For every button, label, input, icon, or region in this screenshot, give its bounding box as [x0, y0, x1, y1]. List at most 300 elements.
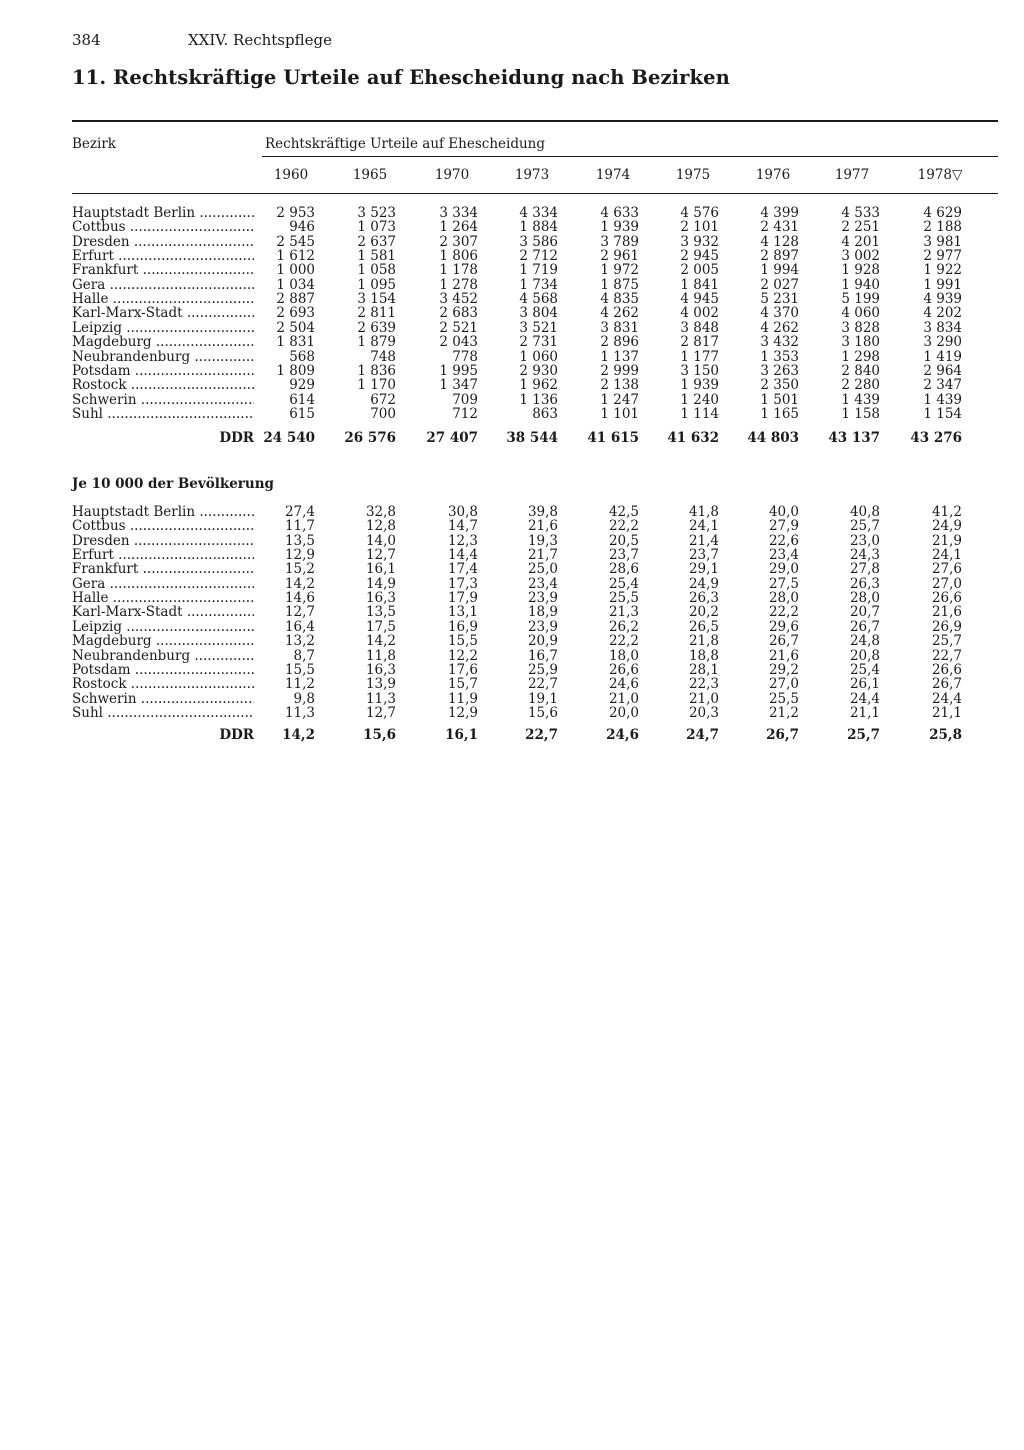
- table-cell: 1 581: [357, 248, 396, 265]
- table-cell: 3 789: [600, 233, 639, 250]
- table-cell: 40,0: [768, 504, 799, 520]
- table-cell: 39,8: [527, 504, 558, 520]
- table-cell: 15,2: [284, 561, 315, 578]
- table-cell: 1 101: [600, 405, 639, 422]
- table-cell: 4 262: [600, 305, 639, 322]
- table-cell: 21,9: [931, 532, 962, 549]
- table-cell: 16,3: [365, 590, 396, 607]
- table-cell: 13,2: [284, 633, 315, 650]
- table-cell: 25,4: [849, 661, 880, 678]
- table-row: [0, 263, 1024, 277]
- table-cell: 28,6: [608, 561, 639, 578]
- year-column-header: 1970: [434, 167, 470, 183]
- table-cell: 27,6: [931, 561, 962, 578]
- row-label: Hauptstadt Berlin .....: [72, 505, 254, 519]
- per-population-heading: Je 10 000 der Bevölkerung: [72, 476, 274, 492]
- table-cell: 1 879: [357, 334, 396, 351]
- table-cell: 24,4: [849, 690, 880, 707]
- table-row: [0, 577, 1024, 591]
- table-cell: 1 095: [357, 276, 396, 293]
- table-cell: 23,0: [849, 532, 880, 549]
- table-row: [0, 706, 1024, 720]
- year-column-header: 1975: [675, 167, 711, 183]
- table-cell: 26,6: [608, 661, 639, 678]
- table-cell: 2 964: [923, 362, 962, 379]
- row-label: Frankfurt .....: [72, 263, 254, 277]
- table-cell: 24,9: [931, 518, 962, 535]
- table-cell: 4 835: [600, 291, 639, 308]
- table-cell: 21,0: [608, 690, 639, 707]
- table-cell: 2 840: [841, 362, 880, 379]
- table-cell: 18,9: [527, 604, 558, 621]
- table-cell: 3 523: [357, 205, 396, 221]
- table-cell: 43 276: [910, 430, 962, 446]
- table-cell: 16,3: [365, 661, 396, 678]
- table-row: [0, 235, 1024, 249]
- row-label: Suhl .....: [72, 407, 254, 421]
- table-cell: 2 953: [276, 205, 315, 221]
- row-label: Magdeburg .....: [72, 634, 254, 648]
- table-cell: 15,6: [363, 727, 396, 743]
- table-cell: 3 334: [439, 205, 478, 221]
- row-label: Leipzig .....: [72, 321, 254, 335]
- table-cell: 946: [289, 219, 315, 236]
- table-cell: 2 637: [357, 233, 396, 250]
- table-cell: 27,0: [768, 676, 799, 693]
- table-cell: 29,2: [768, 661, 799, 678]
- table-cell: 4 202: [923, 305, 962, 322]
- total-label: DDR: [219, 431, 254, 446]
- table-cell: 1 836: [357, 362, 396, 379]
- table-cell: 2 504: [276, 319, 315, 336]
- table-cell: 1 884: [519, 219, 558, 236]
- table-cell: 863: [532, 405, 558, 422]
- table-cell: 14,0: [365, 532, 396, 549]
- table-cell: 26,3: [688, 590, 719, 607]
- table-cell: 26,7: [931, 676, 962, 693]
- table-cell: 28,0: [768, 590, 799, 607]
- table-cell: 14,7: [447, 518, 478, 535]
- table-cell: 21,6: [527, 518, 558, 535]
- table-cell: 568: [289, 348, 315, 365]
- table-cell: 5 199: [841, 291, 880, 308]
- stub-heading: Bezirk: [72, 136, 116, 152]
- table-cell: 21,4: [688, 532, 719, 549]
- table-cell: 22,7: [931, 647, 962, 664]
- table-cell: 1 875: [600, 276, 639, 293]
- table-cell: 22,2: [768, 604, 799, 621]
- row-label: Gera .....: [72, 278, 254, 292]
- table-cell: 12,7: [365, 704, 396, 721]
- table-cell: 24 540: [263, 430, 315, 446]
- table-cell: 1 991: [923, 276, 962, 293]
- table-cell: 42,5: [608, 504, 639, 520]
- table-cell: 3 586: [519, 233, 558, 250]
- table-cell: 18,8: [688, 647, 719, 664]
- table-cell: 11,3: [284, 704, 315, 721]
- row-label: Dresden .....: [72, 534, 254, 548]
- table-row: [0, 292, 1024, 306]
- table-cell: 1 170: [357, 377, 396, 394]
- table-row: [0, 407, 1024, 421]
- table-cell: 1 058: [357, 262, 396, 279]
- row-label: Neubrandenburg .....: [72, 350, 254, 364]
- table-cell: 21,1: [931, 704, 962, 721]
- section-title: XXIV. Rechtspflege: [188, 31, 332, 49]
- table-cell: 11,7: [284, 518, 315, 535]
- table-cell: 11,9: [447, 690, 478, 707]
- table-cell: 3 290: [923, 334, 962, 351]
- table-cell: 3 180: [841, 334, 880, 351]
- table-cell: 1 831: [276, 334, 315, 351]
- table-title: 11. Rechtskräftige Urteile auf Ehescheidung nach Bezirken: [72, 66, 730, 89]
- table-cell: 2 188: [923, 219, 962, 236]
- table-cell: 19,1: [527, 690, 558, 707]
- table-cell: 22,7: [527, 676, 558, 693]
- table-row: [0, 378, 1024, 392]
- table-cell: 26,6: [931, 661, 962, 678]
- table-cell: 12,7: [284, 604, 315, 621]
- total-row: [0, 431, 1024, 445]
- table-cell: 4 576: [680, 205, 719, 221]
- table-cell: 44 803: [747, 430, 799, 446]
- table-cell: 17,6: [447, 661, 478, 678]
- table-cell: 1 073: [357, 219, 396, 236]
- table-row: [0, 620, 1024, 634]
- table-cell: 24,9: [688, 575, 719, 592]
- table-cell: 24,7: [686, 727, 719, 743]
- table-cell: 15,5: [284, 661, 315, 678]
- table-cell: 1 247: [600, 391, 639, 408]
- table-cell: 26,1: [849, 676, 880, 693]
- year-column-header: 1978▽: [917, 167, 963, 183]
- table-cell: 28,0: [849, 590, 880, 607]
- table-cell: 2 431: [760, 219, 799, 236]
- table-cell: 27,8: [849, 561, 880, 578]
- table-cell: 41,2: [931, 504, 962, 520]
- table-cell: 4 201: [841, 233, 880, 250]
- table-row: [0, 605, 1024, 619]
- table-cell: 4 060: [841, 305, 880, 322]
- table-cell: 2 999: [600, 362, 639, 379]
- table-cell: 16,9: [447, 618, 478, 635]
- table-cell: 14,2: [282, 727, 315, 743]
- table-cell: 14,2: [365, 633, 396, 650]
- table-cell: 40,8: [849, 504, 880, 520]
- table-cell: 24,6: [608, 676, 639, 693]
- table-row: [0, 591, 1024, 605]
- table-cell: 21,3: [608, 604, 639, 621]
- table-cell: 23,9: [527, 618, 558, 635]
- row-label: Karl-Marx-Stadt .....: [72, 306, 254, 320]
- table-cell: 1 612: [276, 248, 315, 265]
- table-cell: 1 158: [841, 405, 880, 422]
- table-cell: 14,6: [284, 590, 315, 607]
- table-cell: 1 806: [439, 248, 478, 265]
- table-cell: 2 945: [680, 248, 719, 265]
- row-label: Frankfurt .....: [72, 562, 254, 576]
- table-cell: 27,4: [284, 504, 315, 520]
- table-cell: 14,4: [447, 547, 478, 564]
- table-top-rule: [72, 120, 998, 122]
- table-row: [0, 278, 1024, 292]
- page-number: 384: [72, 31, 101, 49]
- table-cell: 3 154: [357, 291, 396, 308]
- table-cell: 20,5: [608, 532, 639, 549]
- table-cell: 2 977: [923, 248, 962, 265]
- table-cell: 2 887: [276, 291, 315, 308]
- table-cell: 1 439: [923, 391, 962, 408]
- table-cell: 4 002: [680, 305, 719, 322]
- table-row: [0, 335, 1024, 349]
- table-cell: 11,2: [284, 676, 315, 693]
- table-cell: 1 994: [760, 262, 799, 279]
- table-cell: 28,1: [688, 661, 719, 678]
- table-cell: 614: [289, 391, 315, 408]
- table-cell: 2 280: [841, 377, 880, 394]
- row-label: Magdeburg .....: [72, 335, 254, 349]
- table-cell: 27,0: [931, 575, 962, 592]
- table-cell: 20,0: [608, 704, 639, 721]
- table-cell: 25,8: [929, 727, 962, 743]
- table-cell: 29,1: [688, 561, 719, 578]
- table-cell: 1 734: [519, 276, 558, 293]
- table-cell: 1 719: [519, 262, 558, 279]
- row-label: Schwerin .....: [72, 692, 254, 706]
- table-cell: 5 231: [760, 291, 799, 308]
- table-cell: 1 841: [680, 276, 719, 293]
- row-label: Halle .....: [72, 292, 254, 306]
- table-cell: 21,2: [768, 704, 799, 721]
- table-cell: 3 263: [760, 362, 799, 379]
- table-cell: 26,7: [766, 727, 799, 743]
- table-row: [0, 321, 1024, 335]
- table-cell: 1 240: [680, 391, 719, 408]
- table-cell: 748: [370, 348, 396, 365]
- table-cell: 24,3: [849, 547, 880, 564]
- table-cell: 13,5: [365, 604, 396, 621]
- table-cell: 2 639: [357, 319, 396, 336]
- table-cell: 20,3: [688, 704, 719, 721]
- table-cell: 16,7: [527, 647, 558, 664]
- table-cell: 3 521: [519, 319, 558, 336]
- table-cell: 2 961: [600, 248, 639, 265]
- table-cell: 2 712: [519, 248, 558, 265]
- table-cell: 41 632: [667, 430, 719, 446]
- table-cell: 16,4: [284, 618, 315, 635]
- table-cell: 4 370: [760, 305, 799, 322]
- table-cell: 4 533: [841, 205, 880, 221]
- table-cell: 929: [289, 377, 315, 394]
- table-cell: 43 137: [828, 430, 880, 446]
- row-label: Potsdam .....: [72, 663, 254, 677]
- table-cell: 20,8: [849, 647, 880, 664]
- table-cell: 1 972: [600, 262, 639, 279]
- table-cell: 1 114: [680, 405, 719, 422]
- table-cell: 18,0: [608, 647, 639, 664]
- table-cell: 3 002: [841, 248, 880, 265]
- table-row: [0, 220, 1024, 234]
- table-cell: 27,5: [768, 575, 799, 592]
- table-cell: 1 962: [519, 377, 558, 394]
- table-cell: 14,9: [365, 575, 396, 592]
- table-cell: 29,0: [768, 561, 799, 578]
- row-label: Gera .....: [72, 577, 254, 591]
- table-row: [0, 364, 1024, 378]
- table-cell: 25,4: [608, 575, 639, 592]
- table-cell: 13,1: [447, 604, 478, 621]
- table-cell: 17,9: [447, 590, 478, 607]
- row-label: Cottbus .....: [72, 220, 254, 234]
- table-cell: 3 432: [760, 334, 799, 351]
- row-label: Hauptstadt Berlin .....: [72, 206, 254, 220]
- table-cell: 2 731: [519, 334, 558, 351]
- row-label: Halle .....: [72, 591, 254, 605]
- table-row: [0, 634, 1024, 648]
- table-cell: 712: [452, 405, 478, 422]
- table-row: [0, 548, 1024, 562]
- table-cell: 26,7: [768, 633, 799, 650]
- table-cell: 3 834: [923, 319, 962, 336]
- row-label: Neubrandenburg .....: [72, 649, 254, 663]
- table-cell: 17,3: [447, 575, 478, 592]
- table-cell: 2 683: [439, 305, 478, 322]
- table-cell: 4 128: [760, 233, 799, 250]
- table-cell: 1 939: [600, 219, 639, 236]
- table-cell: 8,7: [293, 647, 315, 664]
- table-cell: 1 809: [276, 362, 315, 379]
- table-cell: 24,8: [849, 633, 880, 650]
- table-cell: 25,7: [931, 633, 962, 650]
- year-column-header: 1976: [755, 167, 791, 183]
- table-cell: 24,6: [606, 727, 639, 743]
- table-cell: 25,7: [849, 518, 880, 535]
- table-cell: 1 995: [439, 362, 478, 379]
- table-cell: 30,8: [447, 504, 478, 520]
- table-cell: 709: [452, 391, 478, 408]
- table-cell: 21,0: [688, 690, 719, 707]
- table-cell: 16,1: [365, 561, 396, 578]
- table-row: [0, 534, 1024, 548]
- total-row: [0, 728, 1024, 742]
- table-cell: 2 930: [519, 362, 558, 379]
- table-cell: 26,3: [849, 575, 880, 592]
- table-row: [0, 649, 1024, 663]
- table-cell: 672: [370, 391, 396, 408]
- table-cell: 17,5: [365, 618, 396, 635]
- table-cell: 12,7: [365, 547, 396, 564]
- table-cell: 1 136: [519, 391, 558, 408]
- table-cell: 26,9: [931, 618, 962, 635]
- table-cell: 22,3: [688, 676, 719, 693]
- table-cell: 1 264: [439, 219, 478, 236]
- table-cell: 2 896: [600, 334, 639, 351]
- year-column-header: 1977: [834, 167, 870, 183]
- table-cell: 23,7: [608, 547, 639, 564]
- table-cell: 2 693: [276, 305, 315, 322]
- page-header: [72, 31, 332, 49]
- table-cell: 25,7: [847, 727, 880, 743]
- year-column-header: 1960: [273, 167, 309, 183]
- table-cell: 23,4: [768, 547, 799, 564]
- table-cell: 1 922: [923, 262, 962, 279]
- table-row: [0, 677, 1024, 691]
- table-cell: 2 811: [357, 305, 396, 322]
- table-cell: 12,8: [365, 518, 396, 535]
- row-label: Schwerin .....: [72, 393, 254, 407]
- table-cell: 22,2: [608, 633, 639, 650]
- table-cell: 32,8: [365, 504, 396, 520]
- table-cell: 12,9: [447, 704, 478, 721]
- table-cell: 1 347: [439, 377, 478, 394]
- table-cell: 22,7: [525, 727, 558, 743]
- table-cell: 1 165: [760, 405, 799, 422]
- table-row: [0, 505, 1024, 519]
- table-cell: 3 828: [841, 319, 880, 336]
- table-cell: 17,4: [447, 561, 478, 578]
- table-cell: 25,0: [527, 561, 558, 578]
- table-cell: 22,2: [608, 518, 639, 535]
- table-cell: 26,6: [931, 590, 962, 607]
- group-heading: Rechtskräftige Urteile auf Ehescheidung: [265, 136, 545, 152]
- table-row: [0, 249, 1024, 263]
- table-cell: 2 101: [680, 219, 719, 236]
- table-cell: 1 928: [841, 262, 880, 279]
- table-cell: 1 177: [680, 348, 719, 365]
- table-cell: 4 262: [760, 319, 799, 336]
- table-cell: 4 399: [760, 205, 799, 221]
- table-cell: 25,9: [527, 661, 558, 678]
- table-row: [0, 663, 1024, 677]
- table-cell: 1 034: [276, 276, 315, 293]
- table-cell: 29,6: [768, 618, 799, 635]
- table-cell: 24,1: [688, 518, 719, 535]
- table-cell: 9,8: [293, 690, 315, 707]
- table-row: [0, 562, 1024, 576]
- table-cell: 700: [370, 405, 396, 422]
- table-cell: 15,7: [447, 676, 478, 693]
- table-cell: 23,7: [688, 547, 719, 564]
- table-cell: 27 407: [426, 430, 478, 446]
- table-cell: 19,3: [527, 532, 558, 549]
- table-cell: 15,6: [527, 704, 558, 721]
- row-label: Karl-Marx-Stadt .....: [72, 605, 254, 619]
- table-cell: 1 439: [841, 391, 880, 408]
- table-cell: 26,2: [608, 618, 639, 635]
- table-cell: 21,1: [849, 704, 880, 721]
- table-cell: 21,7: [527, 547, 558, 564]
- table-cell: 1 178: [439, 262, 478, 279]
- table-cell: 21,8: [688, 633, 719, 650]
- table-cell: 4 939: [923, 291, 962, 308]
- table-cell: 1 137: [600, 348, 639, 365]
- table-cell: 1 939: [680, 377, 719, 394]
- table-cell: 3 848: [680, 319, 719, 336]
- table-cell: 4 945: [680, 291, 719, 308]
- row-label: Suhl .....: [72, 706, 254, 720]
- table-cell: 1 000: [276, 262, 315, 279]
- table-cell: 12,9: [284, 547, 315, 564]
- row-label: Erfurt .....: [72, 249, 254, 263]
- table-cell: 2 545: [276, 233, 315, 250]
- table-cell: 3 932: [680, 233, 719, 250]
- table-row: [0, 393, 1024, 407]
- row-label: Rostock .....: [72, 677, 254, 691]
- table-cell: 20,2: [688, 604, 719, 621]
- table-cell: 21,6: [931, 604, 962, 621]
- table-cell: 2 817: [680, 334, 719, 351]
- table-cell: 2 521: [439, 319, 478, 336]
